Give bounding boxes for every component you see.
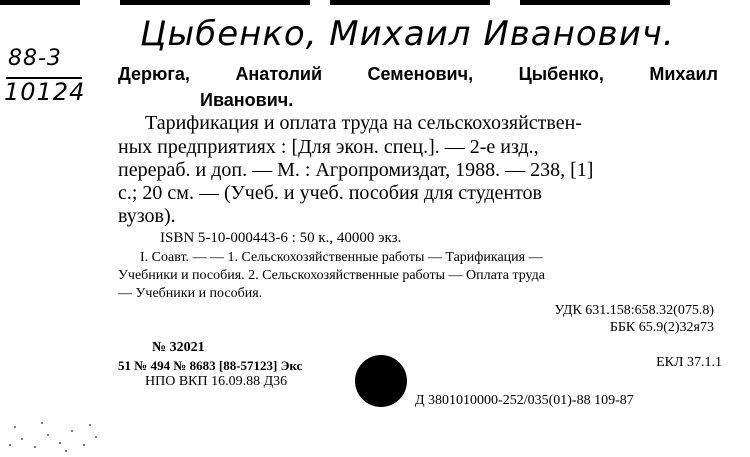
subject-line: I. Соавт. — — 1. Сельскохозяйственные работы — Тарификация — [140,250,543,265]
author-word: Цыбенко, [518,64,604,84]
card-number: № 32021 [152,340,205,355]
author-word: Семенович, [367,64,474,84]
body-line: вузов). [118,205,176,227]
ink-blot [355,355,407,407]
body-line: перераб. и доп. — М. : Агропромиздат, 1988. — 238, [1] [118,159,594,181]
shelf-mark-bottom: 10124 [4,78,86,106]
shelf-mark-top: 88-3 [8,46,62,71]
bbk-code: ББК 65.9(2)32я73 [609,320,714,335]
author-word: Анатолий [235,64,323,84]
scan-noise [0,415,120,455]
body-line: с.; 20 см. — (Учеб. и учеб. пособия для студентов [118,182,542,204]
udk-code: УДК 631.158:658.32(075.8) [554,303,714,318]
top-edge-mark [330,0,490,5]
isbn-line: ISBN 5-10-000443-6 : 50 к., 40000 экз. [160,230,402,246]
top-edge-mark [0,0,80,5]
ekl-code: ЕКЛ 37.1.1 [656,355,722,370]
d-code: Д 3801010000-252/035(01)-88 109-87 [415,393,634,408]
body-line: Тарификация и оплата труда на сельскохозяйствен- [145,112,582,134]
subject-line: Учебники и пособия. 2. Сельскохозяйственные работы — Оплата труда [118,268,546,283]
body-line: ных предприятиях : [Для экон. спец.]. — 2-е изд., [118,136,539,158]
subject-line: — Учебники и пособия. [118,286,263,301]
top-edge-mark [120,0,310,5]
author-line [118,64,718,85]
author-word: Михаил [649,64,718,84]
handwritten-title: Цыбенко, Михаил Иванович. [140,14,675,54]
print-line: 51 № 494 № 8683 [88-57123] Экс [118,358,303,373]
top-edge-mark [520,0,670,5]
author-word: Дерюга, [118,64,190,84]
author-line-2: Иванович. [200,90,294,110]
npo-line: НПО ВКП 16.09.88 Д36 [145,374,288,389]
